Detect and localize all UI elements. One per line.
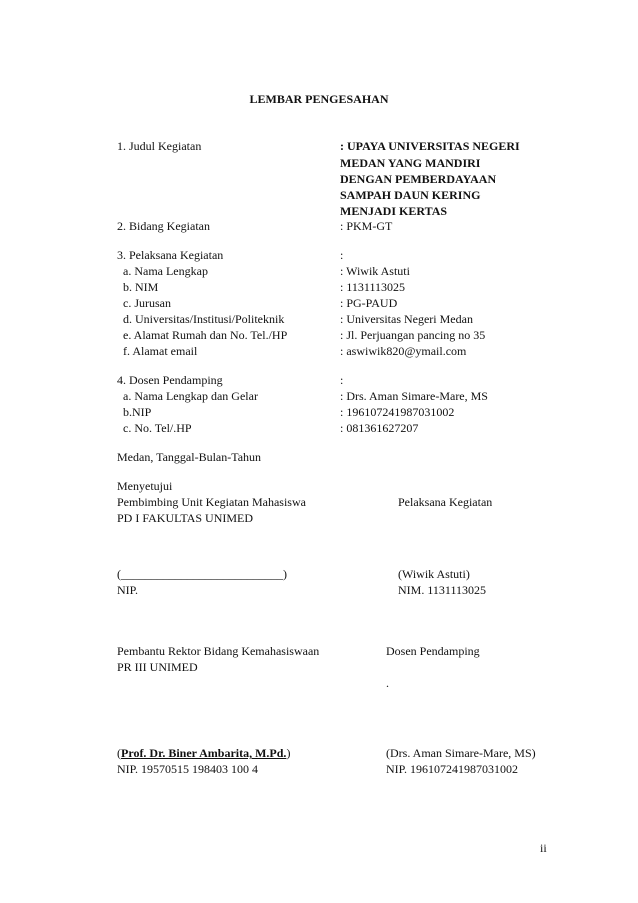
bidang-value: : PKM-GT	[340, 219, 393, 233]
pelaksana-nim-label: b. NIM	[123, 280, 159, 294]
pembimbing-nip: NIP.	[117, 583, 139, 597]
dosen-tel-value: : 081361627207	[340, 421, 419, 435]
pembantu-rektor-signature	[117, 746, 290, 760]
dosen-nama-label: a. Nama Lengkap dan Gelar	[123, 389, 258, 403]
judul-line-4: SAMPAH DAUN KERING	[340, 188, 481, 202]
pembantu-rektor-nip: NIP. 19570515 198403 100 4	[117, 762, 259, 776]
pd1-role: PD I FAKULTAS UNIMED	[117, 511, 254, 525]
signature-blank: (___________________________)	[117, 567, 287, 581]
pelaksana-name: (Wiwik Astuti)	[398, 567, 470, 581]
pelaksana-nama-label: a. Nama Lengkap	[123, 264, 208, 278]
pelaksana-nim-value: : 1131113025	[340, 280, 405, 294]
dosen-pendamping-role: Dosen Pendamping	[386, 644, 480, 658]
pelaksana-role: Pelaksana Kegiatan	[398, 495, 493, 509]
pelaksana-nama-value: : Wiwik Astuti	[340, 264, 410, 278]
dosen-colon: :	[340, 373, 344, 387]
pr3-role: PR III UNIMED	[117, 660, 198, 674]
pelaksana-alamat-label: e. Alamat Rumah dan No. Tel./HP	[123, 328, 288, 342]
pelaksana-universitas-value: : Universitas Negeri Medan	[340, 312, 473, 326]
dosen-label: 4. Dosen Pendamping	[117, 373, 223, 387]
pelaksana-email-value: : aswiwik820@ymail.com	[340, 344, 467, 358]
place-date: Medan, Tanggal-Bulan-Tahun	[117, 450, 262, 464]
pelaksana-jurusan-value: : PG-PAUD	[340, 296, 398, 310]
pelaksana-label: 3. Pelaksana Kegiatan	[117, 248, 224, 262]
dosen-dot: .	[386, 676, 389, 690]
judul-line-1: : UPAYA UNIVERSITAS NEGERI	[340, 139, 520, 153]
pelaksana-universitas-label: d. Universitas/Institusi/Politeknik	[123, 312, 285, 326]
dosen-nip-label: b.NIP	[123, 405, 152, 419]
pelaksana-nim: NIM. 1131113025	[398, 583, 486, 597]
pembantu-rektor-name: Prof. Dr. Biner Ambarita, M.Pd.	[121, 746, 287, 760]
judul-line-3: DENGAN PEMBERDAYAAN	[340, 172, 497, 186]
pembantu-rektor-role: Pembantu Rektor Bidang Kemahasiswaan	[117, 644, 320, 658]
pelaksana-email-label: f. Alamat email	[123, 344, 198, 358]
dosen-nip-value: : 196107241987031002	[340, 405, 455, 419]
paren-open: (	[117, 746, 121, 760]
page-title: LEMBAR PENGESAHAN	[249, 92, 389, 106]
judul-line-5: MENJADI KERTAS	[340, 204, 448, 218]
menyetujui-label: Menyetujui	[117, 479, 173, 493]
judul-line-2: MEDAN YANG MANDIRI	[340, 156, 481, 170]
pembimbing-role: Pembimbing Unit Kegiatan Mahasiswa	[117, 495, 306, 509]
dosen-pendamping-nip: NIP. 196107241987031002	[386, 762, 519, 776]
judul-label: 1. Judul Kegiatan	[117, 139, 202, 153]
pelaksana-jurusan-label: c. Jurusan	[123, 296, 171, 310]
dosen-tel-label: c. No. Tel/.HP	[123, 421, 192, 435]
pelaksana-alamat-value: : Jl. Perjuangan pancing no 35	[340, 328, 486, 342]
page-number: ii	[540, 841, 547, 855]
dosen-nama-value: : Drs. Aman Simare-Mare, MS	[340, 389, 488, 403]
paren-close: )	[286, 746, 291, 760]
dosen-pendamping-name: (Drs. Aman Simare-Mare, MS)	[386, 746, 536, 760]
bidang-label: 2. Bidang Kegiatan	[117, 219, 210, 233]
pelaksana-colon: :	[340, 248, 344, 262]
